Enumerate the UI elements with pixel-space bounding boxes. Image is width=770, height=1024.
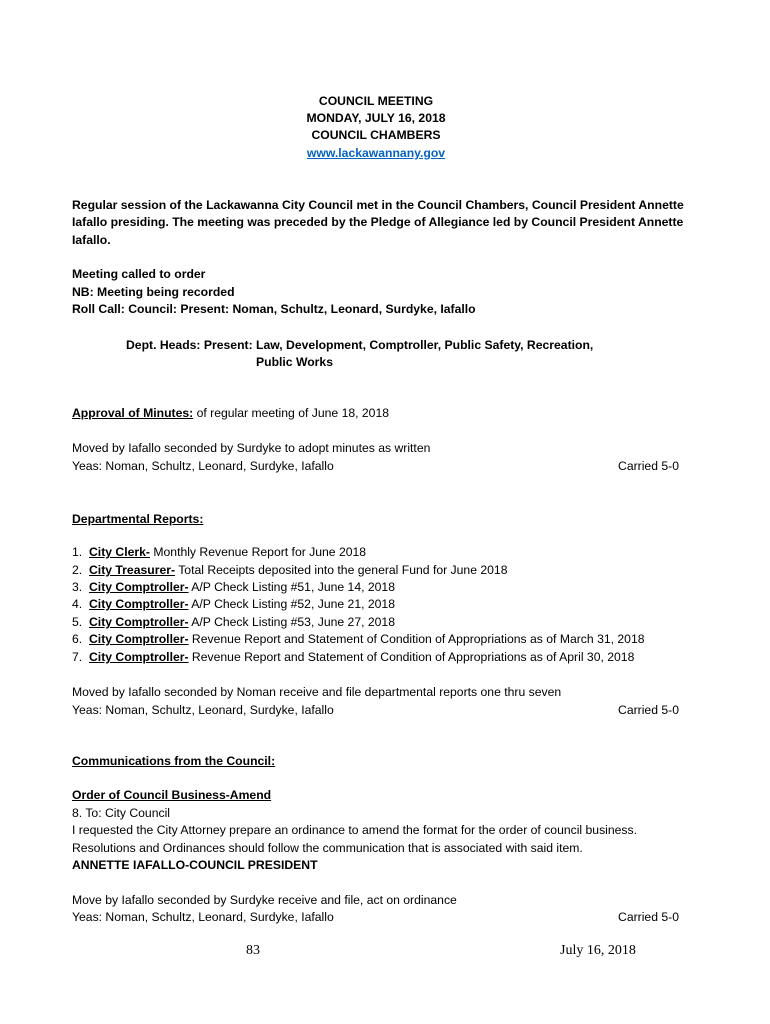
intro-line-2: Iafallo presiding. The meeting was preceded by the Pledge of Allegiance led by Council President Annette [72,215,684,229]
intro-line-1: Regular session of the Lackawanna City Council met in the Council Chambers, Council President Annette [72,198,684,212]
report-item [72,544,366,561]
page-number: 83 [246,943,260,958]
intro-line-3: Iafallo. [72,233,111,247]
communications-result: Carried 5-0 [618,910,679,924]
report-item-label: City Comptroller- [89,615,189,629]
minutes-motion: Moved by Iafallo seconded by Surdyke to adopt minutes as written [72,441,431,455]
communications-to: 8. To: City Council [72,806,170,820]
minutes-yeas: Yeas: Noman, Schultz, Leonard, Surdyke, Iafallo [72,459,334,473]
website-link[interactable]: www.lackawannany.gov [306,146,446,160]
minutes-heading-row [72,405,389,422]
minutes-heading: Approval of Minutes: [72,406,194,420]
report-item-number: 7. [72,650,83,664]
dept-heads-line-2: Public Works [256,355,333,369]
report-item-label: City Comptroller- [89,597,189,611]
report-item-text: A/P Check Listing #52, June 21, 2018 [188,597,395,611]
roll-call: Roll Call: Council: Present: Noman, Schultz, Leonard, Surdyke, Iafallo [72,302,476,316]
report-item-text: Revenue Report and Statement of Condition of Appropriations as of April 30, 2018 [188,650,635,664]
dept-heads-line-1: Dept. Heads: Present: Law, Development, Comptroller, Public Safety, Recreation, [126,338,594,352]
communications-yeas: Yeas: Noman, Schultz, Leonard, Surdyke, Iafallo [72,910,334,924]
report-item-label: City Comptroller- [89,580,189,594]
report-item-number: 1. [72,545,83,559]
recording-note: NB: Meeting being recorded [72,285,235,299]
report-item-text: Monthly Revenue Report for June 2018 [149,545,367,559]
report-item-label: City Treasurer- [89,563,176,577]
footer-date: July 16, 2018 [560,943,636,958]
report-item [72,649,634,666]
report-item-label: City Clerk- [89,545,150,559]
header-date: MONDAY, JULY 16, 2018 [306,111,446,125]
report-item-text: Total Receipts deposited into the general Fund for June 2018 [175,563,508,577]
communications-subheading: Order of Council Business-Amend [72,788,272,802]
report-item-label: City Comptroller- [89,650,189,664]
report-item-number: 5. [72,615,83,629]
report-item [72,579,395,596]
communications-body-1: I requested the City Attorney prepare an ordinance to amend the format for the order of council business. [72,823,638,837]
communications-heading: Communications from the Council: [72,754,276,768]
report-item-label: City Comptroller- [89,632,189,646]
communications-motion: Move by Iafallo seconded by Surdyke receive and file, act on ordinance [72,893,457,907]
meeting-called: Meeting called to order [72,267,206,281]
minutes-result: Carried 5-0 [618,459,679,473]
report-item [72,596,395,613]
report-item-number: 3. [72,580,83,594]
reports-yeas: Yeas: Noman, Schultz, Leonard, Surdyke, Iafallo [72,703,334,717]
header-link-row [0,145,752,162]
header-title: COUNCIL MEETING [318,94,434,108]
report-item [72,631,645,648]
communications-signature: ANNETTE IAFALLO-COUNCIL PRESIDENT [72,858,318,872]
report-item-text: A/P Check Listing #51, June 14, 2018 [188,580,395,594]
report-item-text: Revenue Report and Statement of Condition of Appropriations as of March 31, 2018 [188,632,645,646]
reports-result: Carried 5-0 [618,703,679,717]
header-location: COUNCIL CHAMBERS [311,128,441,142]
report-item-text: A/P Check Listing #53, June 27, 2018 [188,615,395,629]
report-item-number: 4. [72,597,83,611]
report-item [72,562,507,579]
report-item-number: 2. [72,563,83,577]
minutes-heading-rest: of regular meeting of June 18, 2018 [193,406,390,420]
report-item [72,614,395,631]
reports-motion: Moved by Iafallo seconded by Noman receive and file departmental reports one thru seven [72,685,562,699]
communications-body-2: Resolutions and Ordinances should follow the communication that is associated with said item. [72,841,583,855]
report-item-number: 6. [72,632,83,646]
reports-heading: Departmental Reports: [72,512,204,526]
